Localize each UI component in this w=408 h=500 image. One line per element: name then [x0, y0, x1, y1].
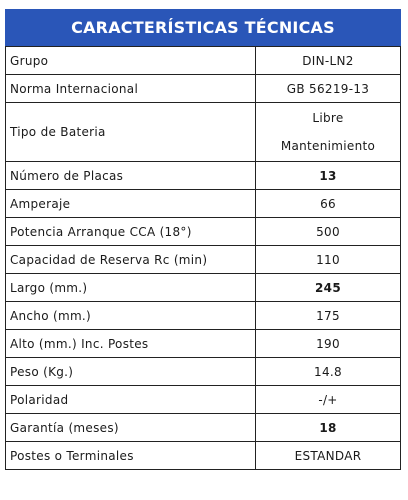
row-value-grupo: DIN-LN2 — [256, 47, 401, 75]
row-label-grupo: Grupo — [6, 47, 256, 75]
row-value-line: Mantenimiento — [280, 139, 376, 153]
table-row — [6, 302, 401, 330]
row-label-postes: Postes o Terminales — [6, 442, 256, 470]
row-value-norma: GB 56219-13 — [256, 75, 401, 103]
row-value-amperaje: 66 — [256, 190, 401, 218]
row-label-garantia: Garantía (meses) — [6, 414, 256, 442]
table-row — [6, 75, 401, 103]
row-value-peso: 14.8 — [256, 358, 401, 386]
row-value-placas: 13 — [256, 162, 401, 190]
table-row — [6, 162, 401, 190]
row-value-tipo-bateria — [256, 103, 401, 162]
row-value-garantia: 18 — [256, 414, 401, 442]
row-label-norma: Norma Internacional — [6, 75, 256, 103]
row-label-alto: Alto (mm.) Inc. Postes — [6, 330, 256, 358]
table-row — [6, 218, 401, 246]
table-row — [6, 330, 401, 358]
table-row — [6, 190, 401, 218]
row-label-peso: Peso (Kg.) — [6, 358, 256, 386]
row-value-line: Libre — [312, 111, 344, 125]
table-row — [6, 246, 401, 274]
specs-title: CARACTERÍSTICAS TÉCNICAS — [71, 18, 335, 37]
table-row — [6, 103, 401, 162]
row-label-largo: Largo (mm.) — [6, 274, 256, 302]
table-row — [6, 386, 401, 414]
row-label-placas: Número de Placas — [6, 162, 256, 190]
table-row — [6, 358, 401, 386]
row-value-alto: 190 — [256, 330, 401, 358]
row-value-cca: 500 — [256, 218, 401, 246]
row-label-ancho: Ancho (mm.) — [6, 302, 256, 330]
specs-sheet — [5, 9, 401, 470]
row-label-tipo-bateria: Tipo de Bateria — [6, 103, 256, 162]
table-row — [6, 442, 401, 470]
row-label-reserva: Capacidad de Reserva Rc (min) — [6, 246, 256, 274]
specs-table — [5, 46, 401, 470]
row-value-reserva: 110 — [256, 246, 401, 274]
row-value-polaridad: -/+ — [256, 386, 401, 414]
row-value-largo: 245 — [256, 274, 401, 302]
row-label-amperaje: Amperaje — [6, 190, 256, 218]
table-row — [6, 414, 401, 442]
row-value-ancho: 175 — [256, 302, 401, 330]
row-label-cca: Potencia Arranque CCA (18°) — [6, 218, 256, 246]
row-label-polaridad: Polaridad — [6, 386, 256, 414]
specs-header-banner — [5, 9, 401, 46]
table-row — [6, 274, 401, 302]
row-value-postes: ESTANDAR — [256, 442, 401, 470]
table-row — [6, 47, 401, 75]
